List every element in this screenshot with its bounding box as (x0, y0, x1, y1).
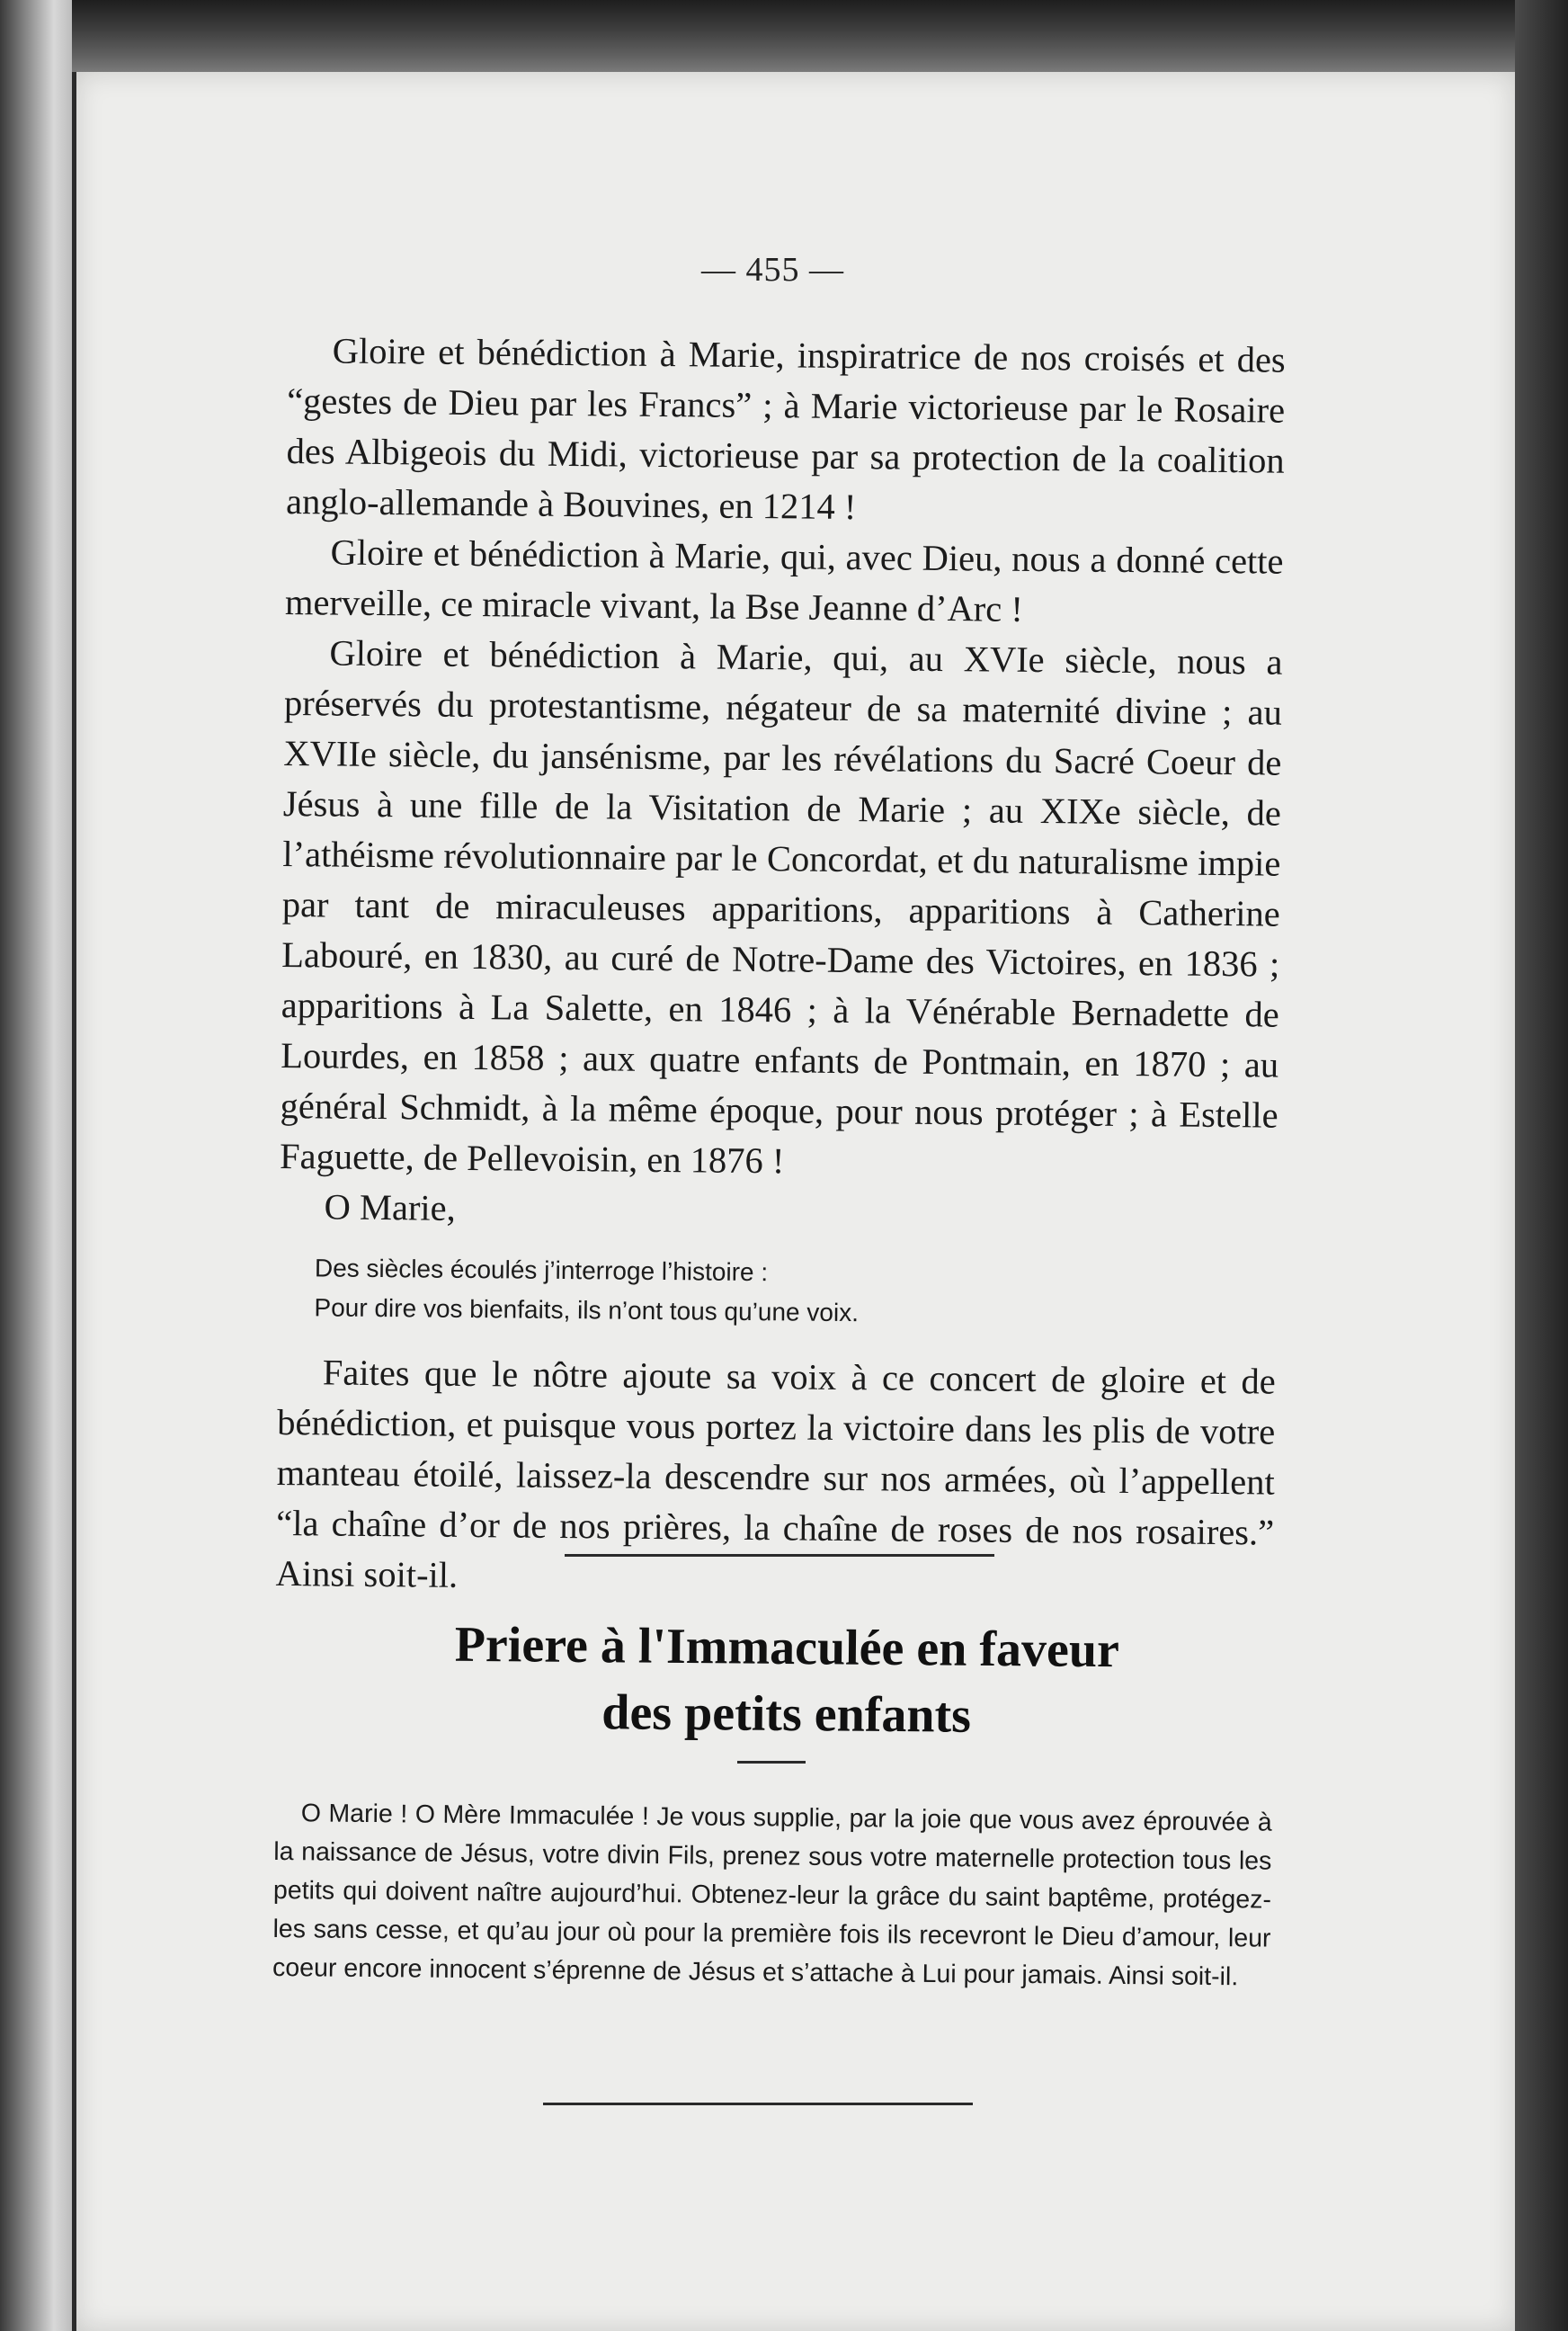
verse-line: Pour dire vos bienfaits, ils n’ont tous qu’une voix. (314, 1293, 860, 1327)
section-title (287, 1610, 1286, 1752)
main-text (275, 326, 1286, 1609)
scan-top-edge (0, 0, 1568, 72)
title-underline (737, 1761, 806, 1764)
page-number: — 455 — (701, 251, 844, 289)
prayer-text (272, 1794, 1272, 1997)
paragraph: Gloire et bénédiction à Marie, inspiratrice de nos croisés et des “gestes de Dieu par les Francs” ; à Marie victorieuse par le Rosaire des Albigeois du Midi, victorieuse par sa protection de la coalition anglo-allemande à Bouvines, en 1214 ! (285, 330, 1286, 528)
title-line: Priere à l'Immaculée en faveur (454, 1616, 1120, 1679)
paragraph: Gloire et bénédiction à Marie, qui, au XVIe siècle, nous a préservés du protestantisme, négateur de sa maternité divine ; au XVIIe siècle, du jansénisme, par les révélations du Sacré Coeur de Jésus à une fille de la Visitation de Marie ; au XIXe siècle, de l’athéisme révolutionnaire par le Concordat, et du naturalisme impie par tant de miraculeuses apparitions, apparitions à Catherine Labouré, en 1830, au curé de Notre-Dame des Victoires, en 1836 ; apparitions à La Salette, en 1846 ; à la Vénérable Bernadette de Lourdes, en 1858 ; aux quatre enfants de Pontmain, en 1870 ; au général Schmidt, à la même époque, pour nous protéger ; à Estelle Faguette, de Pellevoisin, en 1876 ! (279, 632, 1283, 1182)
section-divider (543, 2103, 973, 2105)
verse-line: Des siècles écoulés j’interroge l’histoire : (314, 1254, 769, 1287)
verse-quote (314, 1248, 1277, 1336)
paragraph: O Marie ! O Mère Immaculée ! Je vous supplie, par la joie que vous avez éprouvée à la naissance de Jésus, votre divin Fils, prenez sous votre maternelle protection tous les petits qui doivent naître aujourd’hui. Obtenez-leur la grâce du saint baptême, protégez-les sans cesse, et qu’au jour où pour la première fois ils recevront le Dieu d’amour, leur coeur encore innocent s’éprenne de Jésus et s’attache à Lui pour jamais. Ainsi soit-il. (272, 1799, 1272, 1992)
section-divider (565, 1554, 994, 1557)
scan-left-edge (0, 0, 72, 2331)
paragraph: O Marie, (324, 1186, 457, 1228)
title-line: des petits enfants (601, 1684, 972, 1744)
paragraph: Gloire et bénédiction à Marie, qui, avec Dieu, nous a donné cette merveille, ce miracle vivant, la Bse Jeanne d’Arc ! (284, 531, 1284, 630)
scan-right-edge (1515, 0, 1568, 2331)
paragraph: Faites que le nôtre ajoute sa voix à ce concert de gloire et de bénédiction, et puisque vous portez la victoire dans les plis de votre manteau étoilé, laissez-la descendre sur nos armées, où l’appellent “la chaîne d’or de nos prières, la chaîne de roses de nos rosaires.” Ainsi soit-il. (275, 1352, 1276, 1595)
